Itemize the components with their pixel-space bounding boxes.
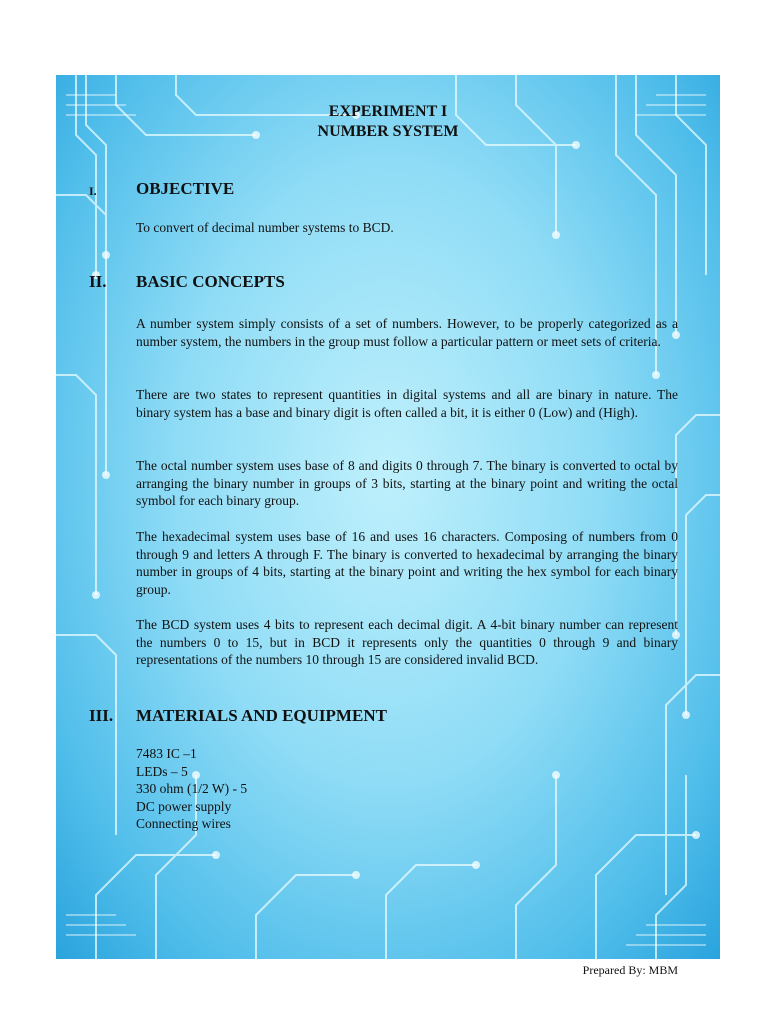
section-3-numeral: III. [89,706,114,725]
title-line-1: EXPERIMENT I [328,103,448,120]
section-1-numeral: I. [89,184,97,198]
concept-paragraph-1: A number system simply consists of a set of numbers. However, to be properly categorized as a number system, the numbers in the group must follow a particular pattern or meet sets of criteria. [136,316,678,349]
materials-list [136,745,247,833]
concept-paragraph-4: The hexadecimal system uses base of 16 and uses 16 characters. Composing of numbers from 0 through 9 and letters A through F. The binary is converted to hexadecimal by arranging the binary number in groups of 4 bits, starting at the binary point and writing the hex symbol for each binary group. [136,529,678,597]
section-2-heading: BASIC CONCEPTS [136,272,285,291]
list-item: 7483 IC –1 [136,746,197,761]
list-item: Connecting wires [136,816,231,831]
concept-paragraph-5: The BCD system uses 4 bits to represent each decimal digit. A 4-bit binary number can represent the numbers 0 to 15, but in BCD it represents only the quantities 0 through 9 and binary representations of the numbers 10 through 15 are considered invalid BCD. [136,617,678,667]
objective-text: To convert of decimal number systems to BCD. [136,220,394,235]
list-item: 330 ohm (1/2 W) - 5 [136,781,248,796]
footer-prepared-by: Prepared By: MBM [582,963,678,977]
concept-paragraph-2: There are two states to represent quantities in digital systems and all are binary in nature. The binary system has a base and binary digit is often called a bit, it is either 0 (Low) and (High). [136,387,678,420]
list-item: LEDs – 5 [136,763,188,779]
concept-paragraph-3: The octal number system uses base of 8 and digits 0 through 7. The binary is converted to octal by arranging the binary number in groups of 3 bits, starting at the binary point and writing the octal symbol for each binary group. [136,458,678,508]
title-line-2: NUMBER SYSTEM [317,123,459,140]
section-2-numeral: II. [89,272,107,291]
section-1-heading: OBJECTIVE [136,179,235,198]
list-item: DC power supply [136,798,232,814]
document-content [56,75,720,959]
document-page [56,75,720,959]
section-3-heading: MATERIALS AND EQUIPMENT [136,706,387,725]
